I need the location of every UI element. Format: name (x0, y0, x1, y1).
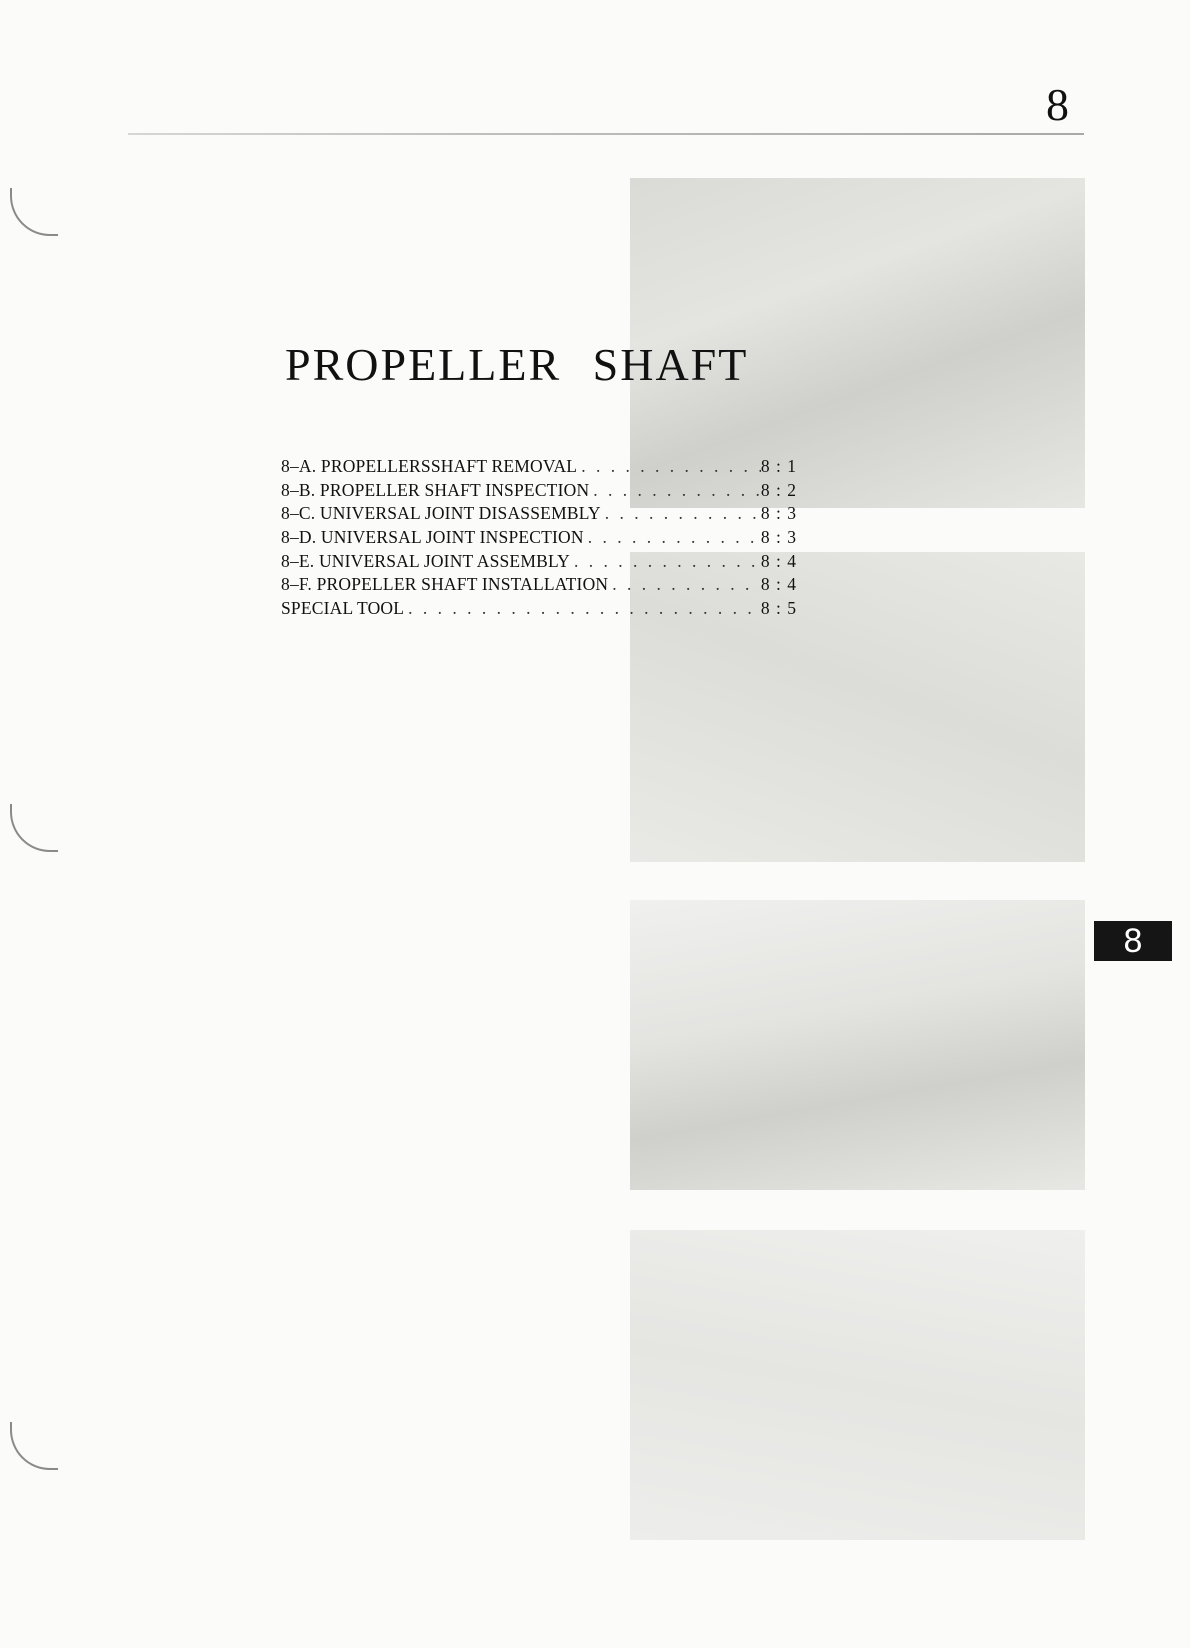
toc-label: 8–A. PROPELLERSSHAFT REMOVAL (281, 456, 578, 476)
hole-punch-bottom (10, 1422, 58, 1470)
toc-page: 8 : 4 (760, 574, 797, 595)
toc-leader-dots (584, 527, 761, 548)
toc-row[interactable] (281, 456, 797, 480)
toc-label: 8–B. PROPELLER SHAFT INSPECTION (281, 479, 590, 500)
toc-leader-dots (589, 480, 761, 501)
toc-label: 8–F. PROPELLER SHAFT INSTALLATION (281, 574, 609, 595)
toc-row[interactable] (281, 527, 797, 551)
toc-row[interactable] (281, 574, 797, 598)
hole-punch-middle (10, 804, 58, 852)
figure-8-3 (630, 900, 1085, 1190)
toc-leader-dots (608, 574, 761, 595)
toc-leader-dots (577, 456, 761, 477)
toc-page: 8 : 4 (760, 550, 797, 571)
toc-label: SPECIAL TOOL (281, 598, 405, 619)
table-of-contents (281, 456, 797, 622)
toc-page: 8 : 2 (760, 479, 797, 500)
toc-leader-dots (601, 503, 761, 524)
toc-row[interactable] (281, 503, 797, 527)
toc-page: 8 : 3 (760, 527, 797, 548)
toc-leader-dots (404, 598, 761, 619)
toc-page: 8 : 3 (760, 503, 797, 524)
top-rule (128, 133, 1084, 135)
toc-label: 8–E. UNIVERSAL JOINT ASSEMBLY (281, 550, 570, 571)
toc-row[interactable] (281, 480, 797, 504)
chapter-number: 8 (1046, 79, 1069, 130)
toc-label: 8–D. UNIVERSAL JOINT INSPECTION (281, 527, 584, 548)
figure-8-4 (630, 1230, 1085, 1540)
toc-label: 8–C. UNIVERSAL JOINT DISASSEMBLY (281, 503, 601, 524)
chapter-tab: 8 (1094, 921, 1172, 961)
toc-page: 8 : 5 (760, 598, 797, 619)
hole-punch-top (10, 188, 58, 236)
toc-page: 8 : 1 (760, 456, 797, 476)
page-title: PROPELLER SHAFT (285, 339, 749, 390)
toc-row[interactable] (281, 598, 797, 622)
toc-leader-dots (570, 551, 761, 572)
toc-row[interactable] (281, 551, 797, 575)
